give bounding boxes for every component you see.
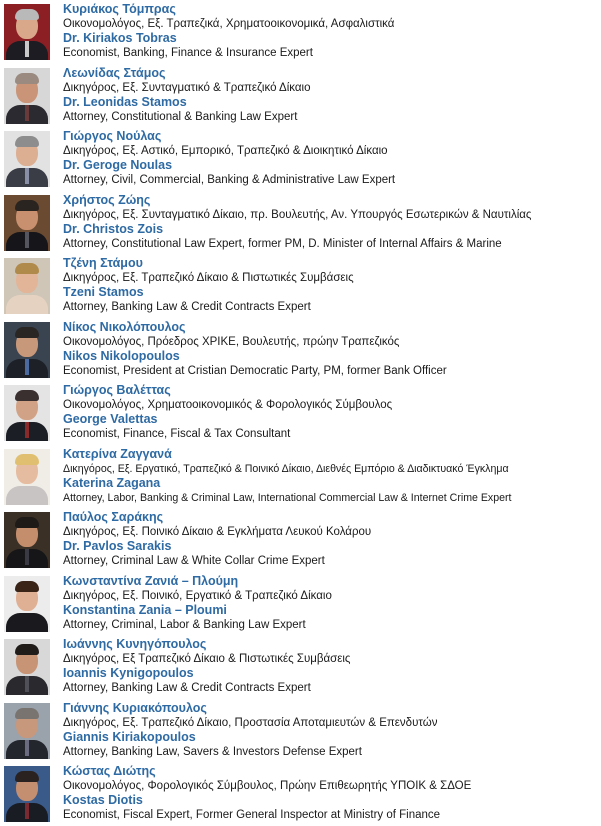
expert-details — [63, 574, 598, 632]
portrait-photo — [4, 4, 50, 60]
expert-name-greek: Παύλος Σαράκης — [63, 510, 164, 524]
expert-role-greek: Οικονομολόγος, Πρόεδρος ΧΡΙΚΕ, Βουλευτής, πρώην Τραπεζικός — [63, 335, 400, 348]
expert-name-greek: Ιωάννης Κυνηγόπουλος — [63, 637, 207, 651]
expert-details — [63, 510, 598, 568]
expert-role-greek: Δικηγόρος, Εξ Τραπεζικό Δίκαιο & Πιστωτικές Συμβάσεις — [63, 653, 351, 665]
expert-role-english: Attorney, Constitutional Law Expert, former PM, D. Minister of Internal Affairs & Marine — [63, 237, 502, 250]
expert-details — [63, 764, 598, 822]
portrait-photo — [4, 68, 50, 124]
expert-details — [63, 447, 598, 505]
portrait-photo — [4, 703, 50, 759]
expert-details — [63, 2, 598, 60]
portrait-photo — [4, 576, 50, 632]
expert-name-greek: Κυριάκος Τόμπρας — [63, 2, 176, 16]
expert-entry — [0, 637, 601, 699]
expert-entry — [0, 129, 601, 191]
expert-name-english: Kostas Diotis — [63, 793, 143, 807]
expert-role-english: Attorney, Banking Law & Credit Contracts Expert — [63, 301, 311, 313]
expert-name-english: Katerina Zagana — [63, 475, 161, 490]
expert-name-greek: Κωνσταντίνα Ζανιά – Πλούμη — [63, 573, 239, 588]
expert-details — [63, 383, 598, 441]
expert-role-greek: Δικηγόρος, Εξ. Ποινικό, Εργατικό & Τραπεζικό Δίκαιο — [63, 589, 332, 602]
expert-entry — [0, 320, 601, 382]
expert-name-english: George Valettas — [63, 412, 158, 426]
expert-entry — [0, 193, 601, 255]
expert-role-greek: Δικηγόρος, Εξ. Τραπεζικό Δίκαιο & Πιστωτικές Συμβάσεις — [63, 272, 354, 284]
expert-name-english: Nikos Nikolopoulos — [63, 348, 180, 363]
expert-name-english: Giannis Kiriakopoulos — [63, 729, 196, 744]
expert-name-english: Tzeni Stamos — [63, 285, 144, 299]
expert-role-greek: Δικηγόρος, Εξ. Αστικό, Εμπορικό, Τραπεζικό & Διοικητικό Δίκαιο — [63, 145, 388, 157]
expert-role-english: Attorney, Civil, Commercial, Banking & Administrative Law Expert — [63, 174, 396, 186]
expert-role-greek: Οικονομολόγος, Φορολογικός Σύμβουλος, Πρώην Επιθεωρητής ΥΠΟΙΚ & ΣΔΟΕ — [63, 780, 472, 792]
expert-role-greek: Οικονομολόγος, Εξ. Τραπεζικά, Χρηματοοικονομικά, Ασφαλιστικά — [63, 18, 395, 30]
portrait-photo — [4, 131, 50, 187]
expert-name-english: Dr. Pavlos Sarakis — [63, 539, 172, 553]
expert-entry — [0, 510, 601, 572]
expert-role-english: Economist, Finance, Fiscal & Tax Consultant — [63, 428, 291, 440]
portrait-photo — [4, 385, 50, 441]
expert-role-greek: Δικηγόρος, Εξ. Εργατικό, Τραπεζικό & Ποινικό Δίκαιο, Διεθνές Εμπόριο & Διαδικτυακό Έγκλημα — [63, 462, 509, 475]
expert-name-greek: Χρήστος Ζώης — [63, 192, 151, 207]
expert-name-english: Konstantina Zania – Ploumi — [63, 602, 227, 617]
expert-name-greek: Γιώργος Βαλέττας — [63, 383, 171, 397]
expert-role-english: Attorney, Criminal, Labor & Banking Law Expert — [63, 618, 306, 631]
portrait-photo — [4, 766, 50, 822]
expert-role-greek: Δικηγόρος, Εξ. Τραπεζικό Δίκαιο, Προστασία Αποταμιευτών & Επενδυτών — [63, 716, 438, 729]
expert-role-greek: Δικηγόρος, Εξ. Συνταγματικό & Τραπεζικό Δίκαιο — [63, 81, 311, 94]
expert-details — [63, 320, 598, 378]
expert-entry — [0, 66, 601, 128]
expert-role-english: Attorney, Banking Law, Savers & Investors Defense Expert — [63, 745, 362, 758]
expert-role-greek: Δικηγόρος, Εξ. Συνταγματικό Δίκαιο, πρ. Βουλευτής, Αν. Υπουργός Εσωτερικών & Ναυτιλίας — [63, 208, 532, 221]
expert-entry — [0, 383, 601, 445]
expert-details — [63, 129, 598, 187]
expert-entry — [0, 256, 601, 318]
expert-role-english: Economist, Fiscal Expert, Former General Inspector at Ministry of Finance — [63, 809, 441, 821]
expert-role-english: Economist, President at Cristian Democratic Party, PM, former Bank Officer — [63, 364, 447, 377]
expert-name-greek: Κώστας Διώτης — [63, 764, 156, 778]
expert-name-english: Dr. Geroge Noulas — [63, 158, 173, 172]
expert-details — [63, 193, 598, 251]
expert-role-greek: Οικονομολόγος, Χρηματοοικονομικός & Φορολογικός Σύμβουλος — [63, 399, 393, 411]
expert-details — [63, 637, 598, 695]
expert-name-greek: Νίκος Νικολόπουλος — [63, 319, 186, 334]
expert-role-english: Attorney, Banking Law & Credit Contracts Expert — [63, 682, 311, 694]
expert-name-english: Dr. Leonidas Stamos — [63, 94, 187, 109]
expert-name-greek: Λεωνίδας Στάμος — [63, 65, 166, 80]
portrait-photo — [4, 449, 50, 505]
expert-entry — [0, 701, 601, 763]
expert-role-english: Attorney, Constitutional & Banking Law Expert — [63, 110, 298, 123]
expert-name-greek: Κατερίνα Ζαγγανά — [63, 446, 172, 461]
expert-details — [63, 66, 598, 124]
expert-role-english: Attorney, Labor, Banking & Criminal Law, International Commercial Law & Internet Crime Expert — [63, 491, 512, 504]
expert-details — [63, 256, 598, 314]
portrait-photo — [4, 512, 50, 568]
portrait-photo — [4, 195, 50, 251]
expert-name-greek: Τζένη Στάμου — [63, 256, 143, 270]
expert-details — [63, 701, 598, 759]
expert-name-english: Ioannis Kynigopoulos — [63, 666, 194, 680]
portrait-photo — [4, 258, 50, 314]
expert-role-english: Economist, Banking, Finance & Insurance Expert — [63, 47, 313, 59]
expert-role-greek: Δικηγόρος, Εξ. Ποινικό Δίκαιο & Εγκλήματα Λευκού Κολάρου — [63, 526, 372, 538]
expert-entry — [0, 447, 601, 509]
expert-role-english: Attorney, Criminal Law & White Collar Crime Expert — [63, 555, 325, 567]
expert-entry — [0, 2, 601, 64]
expert-entry — [0, 764, 601, 826]
expert-name-english: Dr. Christos Zois — [63, 221, 164, 236]
expert-entry — [0, 574, 601, 636]
portrait-photo — [4, 639, 50, 695]
portrait-photo — [4, 322, 50, 378]
expert-name-greek: Γιάννης Κυριακόπουλος — [63, 700, 207, 715]
expert-name-greek: Γιώργος Νούλας — [63, 129, 162, 143]
expert-name-english: Dr. Kiriakos Tobras — [63, 31, 177, 45]
